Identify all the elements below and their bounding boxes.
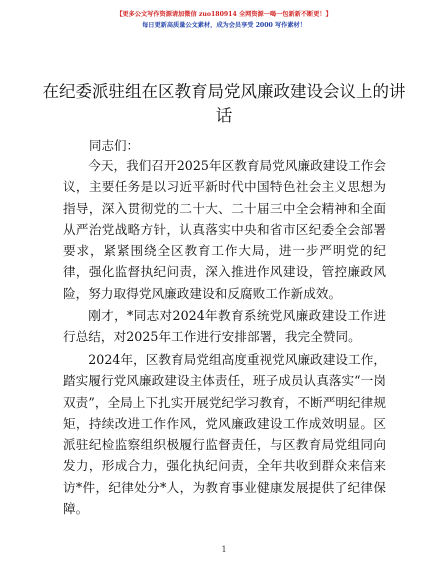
paragraph-2: 刚才，*同志对2024年教育系统党风廉政建设工作进行总结，对2025年工作进行安排部署，我完全赞同。 xyxy=(63,308,386,345)
paragraph-1: 今天，我们召开2025年区教育局党风廉政建设工作会议，主要任务是以习近平新时代中国特色社会主义思想为指导，深入贯彻党的二十大、二十届三中全会精神和全面从严治党战略方针，认真落实中央和省市区纪委全会部署要求，紧紧围绕全区教育工作大局，进一步严明党的纪律，强化监督执纪问责，深入推进作风建设，管控廉政风险，努力取得党风廉政建设和反腐败工作新成效。 xyxy=(63,158,386,301)
promo-banner-line-2: 每日更新高质量公文素材，成为会员享受 2000 写作素材！ xyxy=(142,22,306,29)
promo-banner-line-1: 【更多公文写作资源请加微信 zuo180914 全网资源一喝一包新新不断更！】 xyxy=(116,11,332,18)
promo-banner xyxy=(0,10,448,31)
page-number: 1 xyxy=(221,545,227,554)
paragraph-3: 2024年，区教育局党组高度重视党风廉政建设工作，踏实履行党风廉政建设主体责任，班子成员认真落实“一岗双责”，全局上下扎实开展党纪学习教育，不断严明纪律规矩，持续改进工作作风，党风廉政建设工作成效明显。区派驻纪检监察组织极履行监督责任，与区教育局党组同向发力，形成合力，强化执纪问责，全年共收到群众来信来访*件，纪律处分*人，为教育事业健康发展提供了纪律保障。 xyxy=(63,352,386,517)
document-title: 在纪委派驻组在区教育局党风廉政建设会议上的讲话 xyxy=(42,82,406,125)
salutation: 同志们： xyxy=(89,138,140,153)
